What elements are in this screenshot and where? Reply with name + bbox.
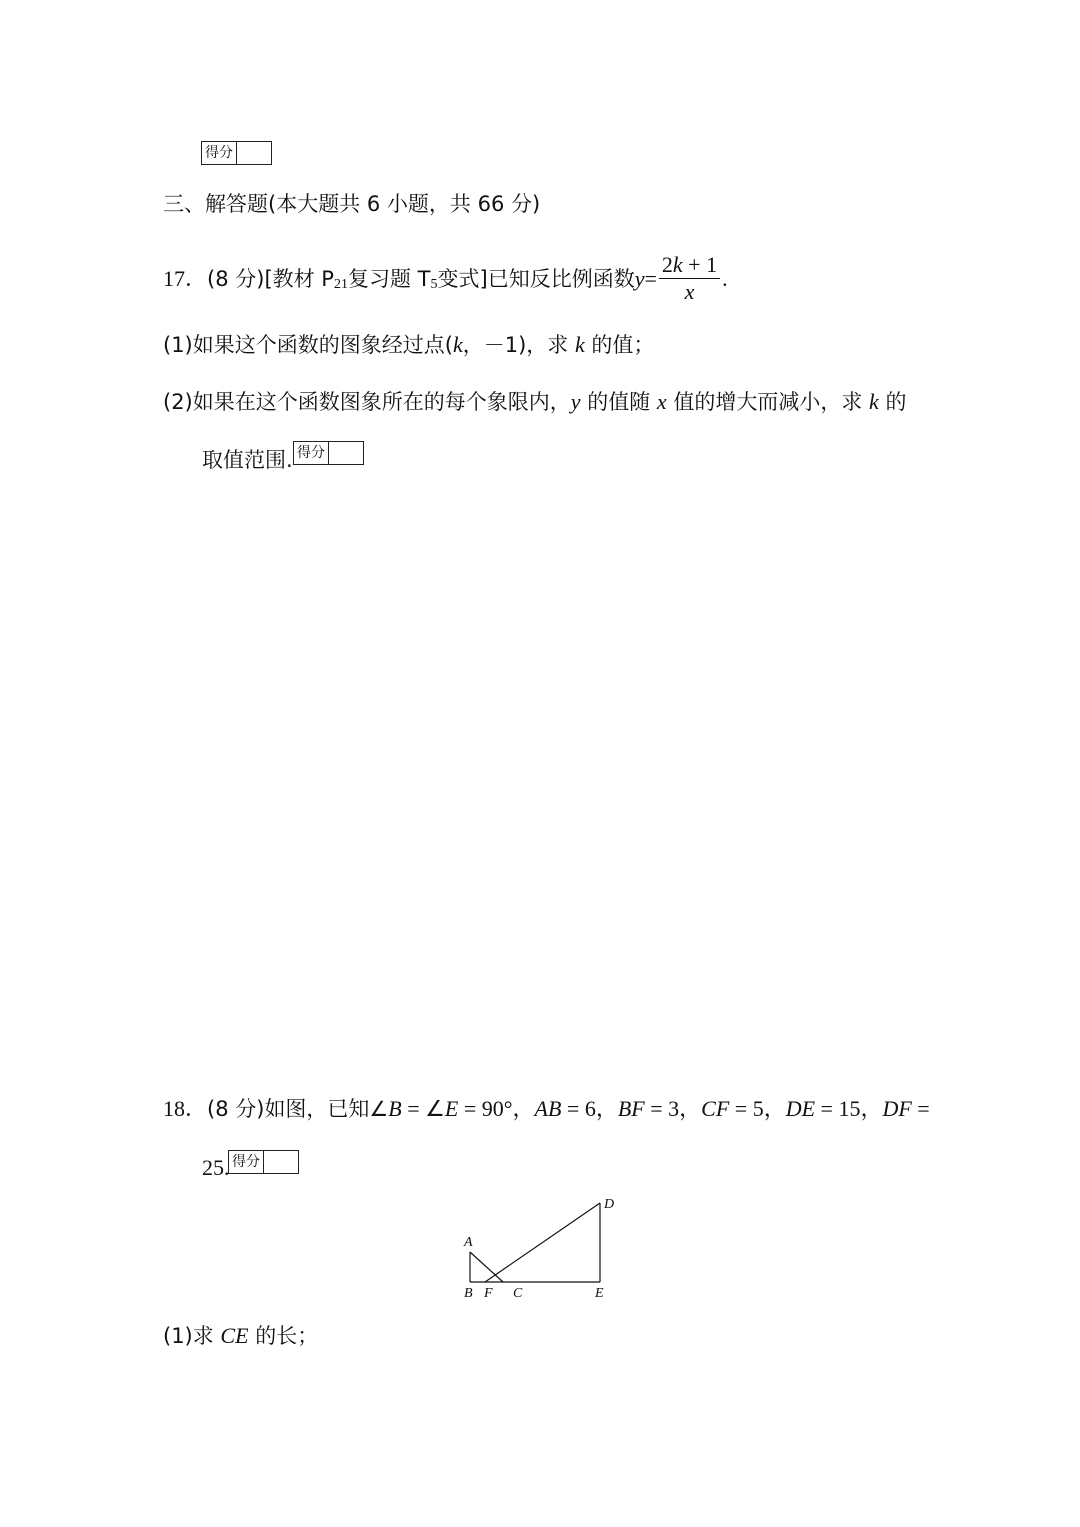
- question-18-line2: 25.: [202, 1155, 230, 1180]
- question-points: (8 分): [207, 1097, 265, 1121]
- sep-6: = 15，: [815, 1096, 883, 1121]
- p1-text-a: (1)如果这个函数的图象经过点(: [163, 333, 453, 357]
- p2-text-b: 的值随: [580, 390, 657, 414]
- var-CF: CF: [701, 1096, 730, 1121]
- source-page-subscript: 21: [333, 276, 348, 292]
- question-points: (8 分): [207, 266, 265, 291]
- source-problem-subscript: 5: [430, 276, 438, 292]
- p2-text-a: (2)如果在这个函数图象所在的每个象限内，: [163, 390, 571, 414]
- segment-FD: [485, 1203, 600, 1282]
- p2-var-k: k: [869, 389, 879, 414]
- score-label: 得分: [229, 1151, 264, 1173]
- p2-text-d: 的: [878, 390, 907, 414]
- num-k: k: [672, 252, 683, 277]
- num-plus-one: + 1: [682, 252, 718, 277]
- score-entry-field[interactable]: [237, 142, 271, 164]
- p1-var-k2: k: [574, 332, 585, 357]
- equals-sign: =: [644, 265, 657, 291]
- fraction-numerator: [659, 252, 720, 279]
- var-BF: BF: [617, 1096, 645, 1121]
- point-label-A: A: [464, 1235, 473, 1250]
- p2-text-c: 值的增大而减小，求: [666, 390, 869, 414]
- sep-5: = 5，: [729, 1096, 786, 1121]
- period: .: [722, 265, 728, 291]
- answer-space-q17[interactable]: [160, 490, 920, 1070]
- section-title: 三、解答题(本大题共 6 小题，共 66 分): [163, 192, 541, 216]
- var-y: y: [634, 265, 645, 291]
- question-number: 18．: [163, 1096, 208, 1121]
- question-18-stem: [163, 1095, 930, 1123]
- point-label-B: B: [464, 1286, 473, 1301]
- score-box-q17: [293, 441, 364, 465]
- stem-text: 已知反比例函数: [487, 266, 635, 291]
- p2-var-y: y: [570, 389, 581, 414]
- question-18-part-1: [163, 1322, 318, 1350]
- p1-text-c: 的值；: [584, 333, 655, 357]
- var-E: E: [444, 1096, 459, 1121]
- p2-var-x: x: [656, 389, 667, 414]
- sep-2: = 90°，: [458, 1096, 535, 1121]
- fraction-denominator: x: [684, 279, 695, 304]
- question-17-stem: [163, 252, 728, 305]
- question-17-part-1: [163, 331, 654, 359]
- score-box-q18: [228, 1150, 299, 1174]
- question-number: 17．: [163, 265, 208, 291]
- question-17-part-2-line2: 取值范围.: [202, 448, 293, 472]
- fraction: [659, 252, 720, 305]
- var-CE: CE: [220, 1323, 249, 1348]
- score-entry-field[interactable]: [329, 442, 363, 464]
- score-label: 得分: [202, 142, 237, 164]
- score-label: 得分: [294, 442, 329, 464]
- num-coef: 2: [661, 252, 673, 277]
- segment-AC: [470, 1252, 503, 1282]
- p1-text-a: (1)求: [163, 1324, 221, 1348]
- sep-1: = ∠: [401, 1096, 445, 1121]
- point-label-F: F: [484, 1286, 493, 1301]
- point-label-D: D: [604, 1197, 615, 1212]
- question-17-part-2: [163, 388, 906, 416]
- stem-text: 如图，已知∠: [264, 1097, 389, 1121]
- point-label-E: E: [595, 1286, 604, 1301]
- sep-4: = 3，: [644, 1096, 702, 1121]
- score-entry-field[interactable]: [264, 1151, 298, 1173]
- sep-7: =: [911, 1096, 930, 1121]
- source-prefix: [教材 P: [264, 266, 334, 291]
- var-AB: AB: [534, 1096, 562, 1121]
- sep-3: = 6，: [561, 1096, 618, 1121]
- geometry-figure: [455, 1190, 635, 1305]
- point-label-C: C: [513, 1286, 523, 1301]
- p1-text-b: 的长；: [248, 1324, 319, 1348]
- source-suffix: 变式]: [437, 266, 488, 291]
- score-box-section: [201, 141, 272, 165]
- var-DE: DE: [785, 1096, 816, 1121]
- var-B: B: [388, 1096, 402, 1121]
- var-DF: DF: [882, 1096, 912, 1121]
- p1-text-b: ，－1)，求: [462, 333, 575, 357]
- p1-var-k: k: [452, 332, 463, 357]
- source-middle: 复习题 T: [347, 266, 431, 291]
